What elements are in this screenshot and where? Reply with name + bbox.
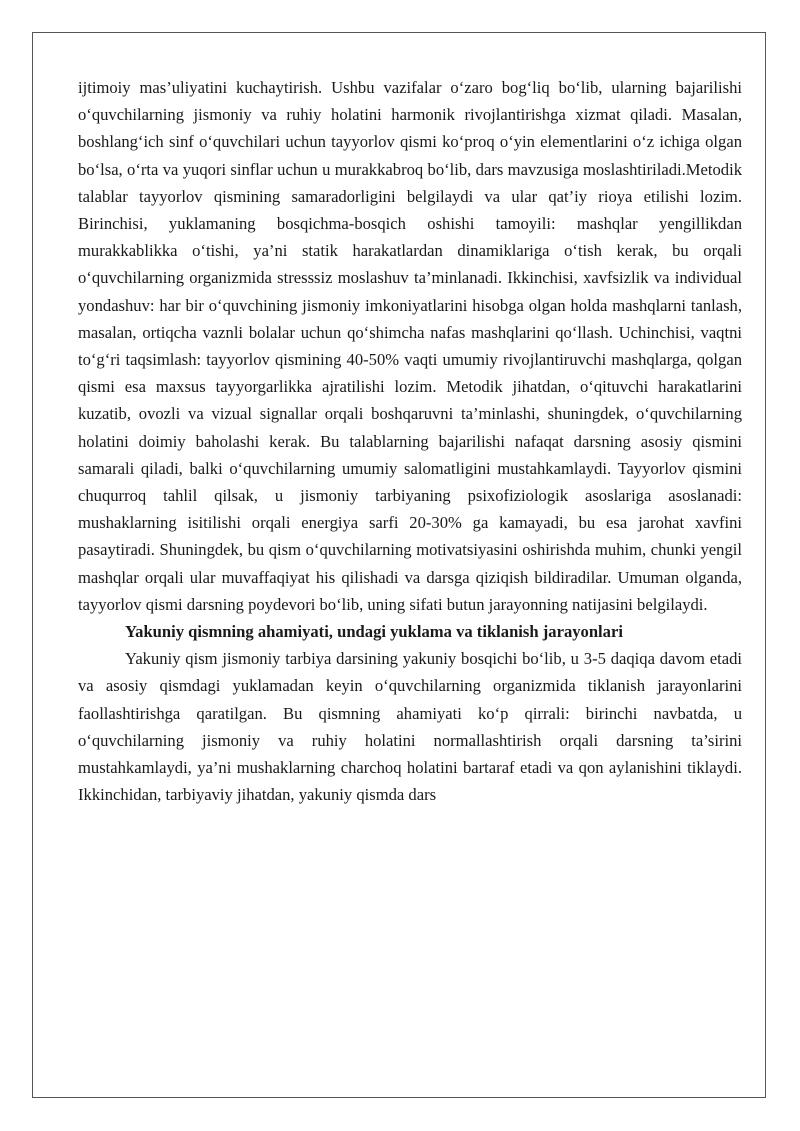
section-heading: Yakuniy qismning ahamiyati, undagi yuklama va tiklanish jarayonlari [125,622,623,642]
paragraph-tayyorlov-qismi: ijtimoiy mas’uliyatini kuchaytirish. Ushbu vazifalar o‘zaro bog‘liq bo‘lib, ularning bajarilishi o‘quvchilarning jismoniy va ruhiy holatini harmonik rivojlantirishga xizmat qiladi. Masalan, boshlang‘ich sinf o‘quvchilari uchun tayyorlov qismi ko‘proq o‘yin elementlarini o‘z ichiga olgan bo‘lsa, o‘rta va yuqori sinflar uchun u murakkabroq bo‘lib, dars mavzusiga moslashtiriladi.Metodik talablar tayyorlov qismining samaradorligini belgilaydi va ular qat’iy rioya etilishi lozim. Birinchisi, yuklamaning bosqichma-bosqich oshishi tamoyili: mashqlar yengillikdan murakkablikka o‘tishi, ya’ni statik harakatlardan dinamiklariga o‘tish kerak, bu orqali o‘quvchilarning organizmida stresssiz moslashuv ta’minlanadi. Ikkinchisi, xavfsizlik va individual yondashuv: har bir o‘quvchining jismoniy imkoniyatlarini hisobga olgan holda mashqlarni tanlash, masalan, ortiqcha vaznli bolalar uchun qo‘shimcha nafas mashqlarini qo‘llash. Uchinchisi, vaqtni to‘g‘ri taqsimlash: tayyorlov qismining 40-50% vaqti umumiy rivojlantiruvchi mashqlarga, qolgan qismi esa maxsus tayyorgarlikka ajratilishi lozim. Metodik jihatdan, o‘qituvchi harakatlarini kuzatib, ovozli va vizual signallar orqali boshqaruvni ta’minlashi, shuningdek, o‘quvchilarning holatini doimiy baholashi kerak. Bu talablarning bajarilishi nafaqat darsning asosiy qismini samarali qiladi, balki o‘quvchilarning umumiy salomatligini mustahkamlaydi. Tayyorlov qismini chuqurroq tahlil qilsak, u jismoniy tarbiyaning psixofiziologik asoslariga asoslanadi: mushaklarning isitilishi orqali energiya sarfi 20-30% ga kamayadi, bu esa jarohat xavfini pasaytiradi. Shuningdek, bu qism o‘quvchilarning motivatsiyasini oshirishda muhim, chunki yengil mashqlar orqali ular muvaffaqiyat his qilishadi va darsga qiziqish bildiradilar. Umuman olganda, tayyorlov qismi darsning poydevori bo‘lib, uning sifati butun jarayonning natijasini belgilaydi. [78,78,742,614]
paragraph-yakuniy-qism: Yakuniy qism jismoniy tarbiya darsining yakuniy bosqichi bo‘lib, u 3-5 daqiqa davom etadi va asosiy qismdagi yuklamadan keyin o‘quvchilarning organizmida tiklanish jarayonlarini faollashtirishga qaratilgan. Bu qismning ahamiyati ko‘p qirrali: birinchi navbatda, u o‘quvchilarning jismoniy va ruhiy holatini normallashtirish orqali darsning ta’sirini mustahkamlaydi, ya’ni mushaklarning charchoq holatini bartaraf etadi va qon aylanishini tiklaydi. Ikkinchidan, tarbiyaviy jihatdan, yakuniy qismda dars [78,649,742,805]
document-body [78,74,742,808]
